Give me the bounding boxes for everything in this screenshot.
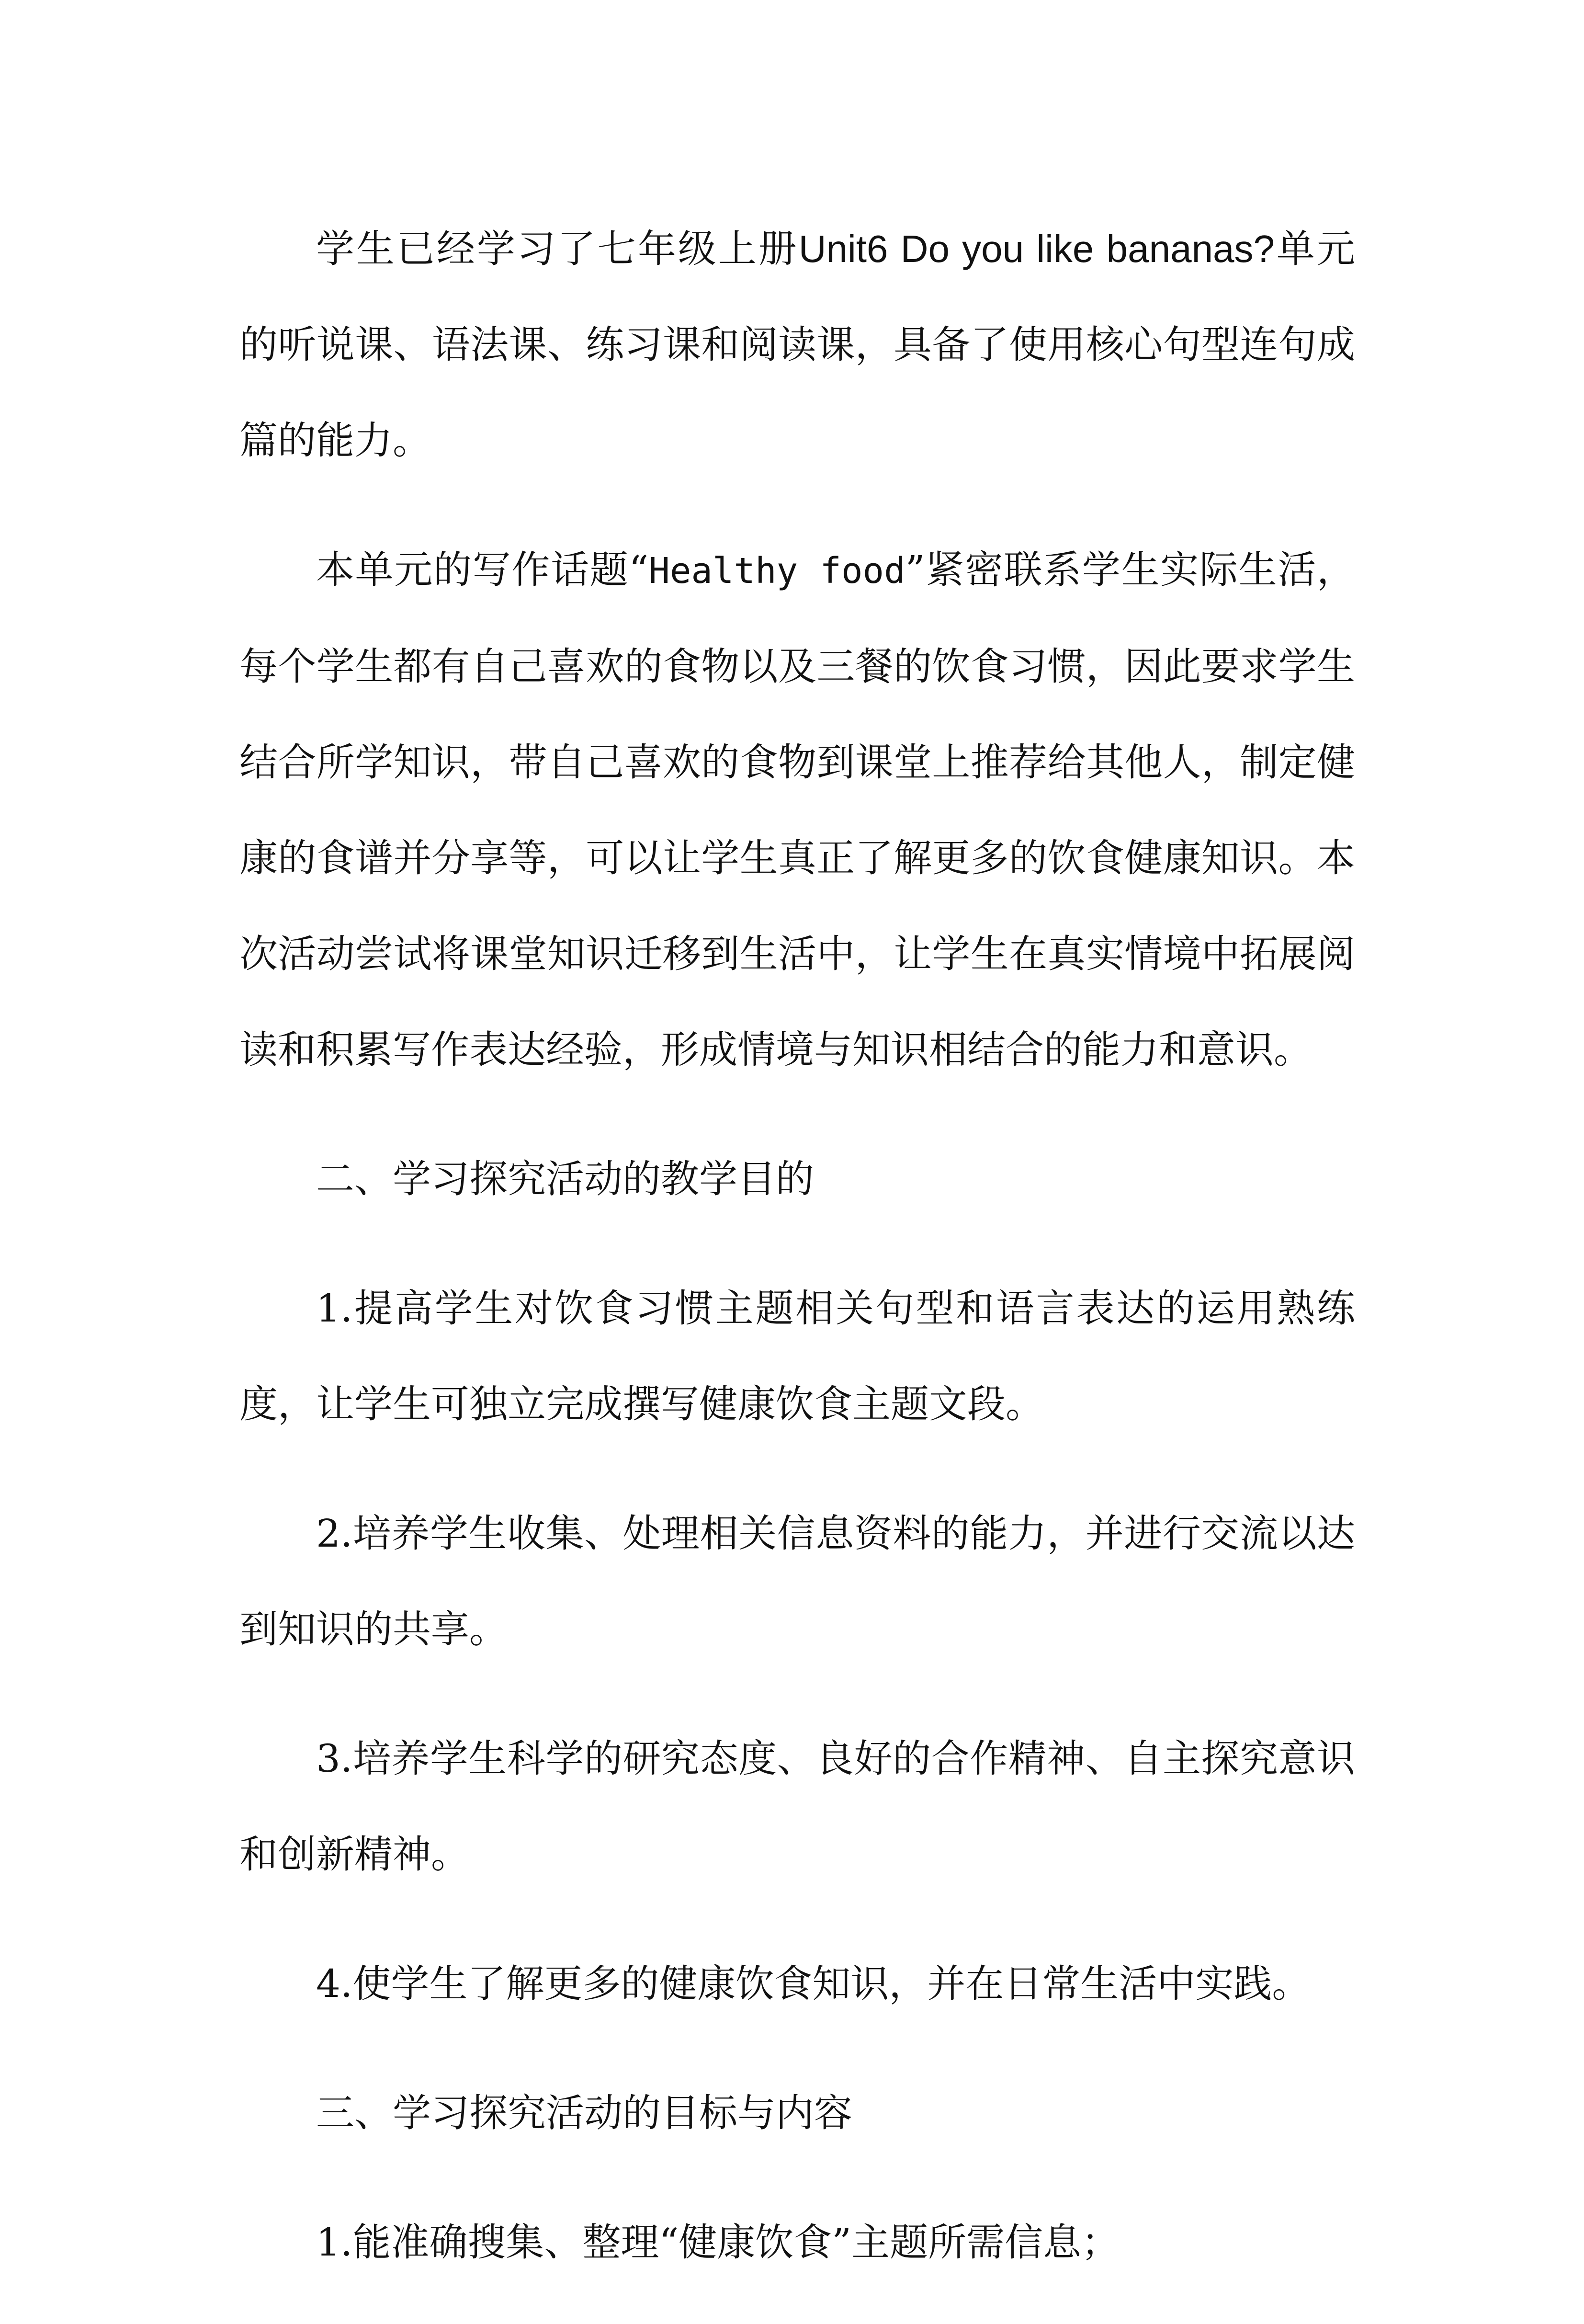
- purpose-item: 4.使学生了解更多的健康饮食知识，并在日常生活中实践。: [316, 1961, 1311, 2006]
- paragraph-topic: [239, 522, 1355, 1098]
- paragraph-text: ”紧密联系学生实际生活，每个学生都有自己喜欢的食物以及三餐的饮食习惯，因此要求学生结合所学知识，带自己喜欢的食物到课堂上推荐给其他人，制定健康的食谱并分享等，可以让学生真正了解更多的饮食健康知识。本次活动尝试将课堂知识迁移到生活中，让学生在真实情境中拓展阅读和积累写作表达经验，形成情境与知识相结合的能力和意识。: [239, 547, 1355, 1072]
- section-heading-goals: 三、学习探究活动的目标与内容: [316, 2091, 852, 2135]
- purpose-item: 2.培养学生收集、处理相关信息资料的能力，并进行交流以达到知识的共享。: [239, 1511, 1355, 1652]
- paragraph-text: 单元的听说课、语法课、练习课和阅读课，具备了使用核心句型连句成篇的能力。: [239, 227, 1356, 463]
- purpose-item: 1.提高学生对饮食习惯主题相关句型和语言表达的运用熟练度，让学生可独立完成撰写健康饮食主题文段。: [239, 1286, 1355, 1426]
- purpose-item: 3.培养学生科学的研究态度、良好的合作精神、自主探究意识和创新精神。: [239, 1736, 1355, 1877]
- paragraph-intro: [239, 201, 1355, 489]
- goal-item: 1.能准确搜集、整理“健康饮食”主题所需信息；: [316, 2220, 1120, 2265]
- document-body: [239, 201, 1355, 2324]
- unit-title-text: Unit6 Do you like bananas?: [798, 228, 1275, 270]
- topic-title-text: Healthy food: [648, 550, 905, 592]
- paragraph-text: 学生已经学习了七年级上册: [316, 227, 799, 271]
- section-heading-purpose: 二、学习探究活动的教学目的: [316, 1157, 814, 1201]
- paragraph-text: 本单元的写作话题“: [316, 547, 649, 592]
